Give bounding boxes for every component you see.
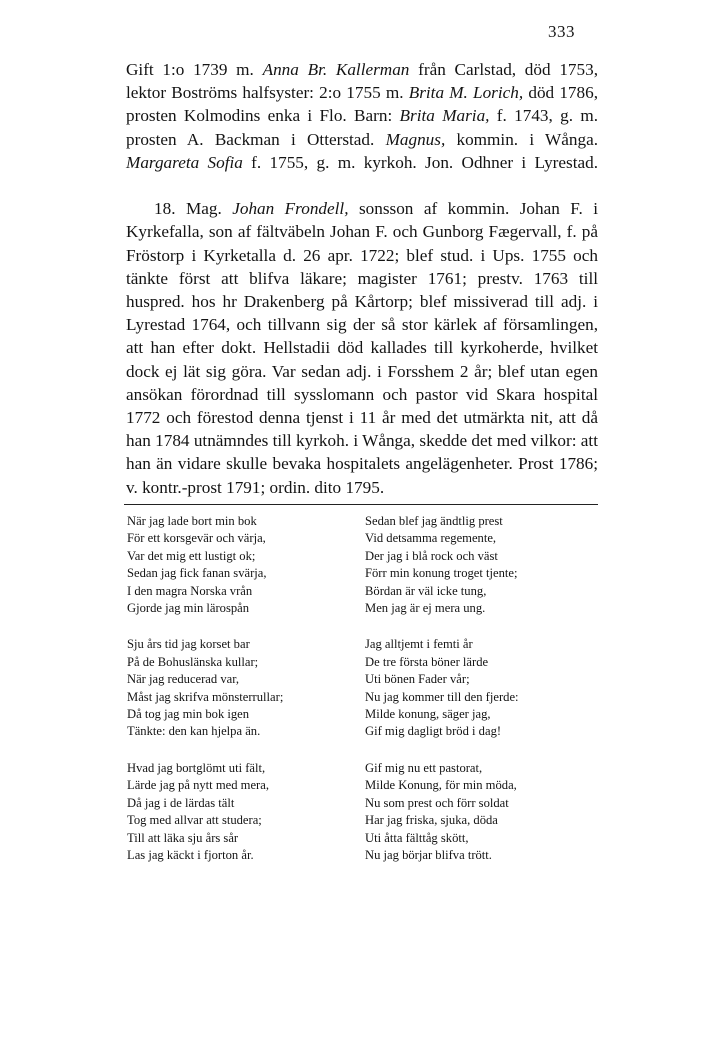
poem-line: Hvad jag bortglömt uti fält, [127,760,266,775]
text-run: från Carlstad, död 1753, lektor Boströms halfsyster: 2:o 1755 m. [126,60,598,103]
poem-line: Sedan jag fick fanan svärja, [127,566,267,581]
poem-line: Tänkte: den kan hjelpa än. [127,724,261,739]
poem-line: När jag reducerad var, [127,672,240,687]
text-run: 18. Mag. [154,199,233,219]
poem-line: Gif mig dagligt bröd i dag! [365,724,502,739]
poem-line: Milde Konung, för min möda, [365,778,517,793]
poem-line: Lärde jag på nytt med mera, [127,778,269,793]
text-run: kommin. i Wånga. [445,129,598,149]
poem-stanza [365,513,605,617]
body-text [126,58,598,499]
poem-stanza [365,636,605,740]
poem-line: Men jag är ej mera ung. [365,601,486,616]
poem-column-left [127,513,357,883]
poem-line: Milde konung, säger jag, [365,707,491,722]
italic-name: Margareta Sofia [126,152,243,172]
poem-line: Uti åtta fälttåg skött, [365,830,469,845]
text-run: sonsson af kommin. Johan F. i Kyrkefalla, son af fältväbeln Johan F. och Gunborg Fægervall, f. på Fröstorp i Kyrketalla d. 26 apr. 1722; blef stud. i Ups. 1755 och tänkte först att blifva läkare; magister 1761; prestv. 1763 till huspred. hos hr Drakenberg på Kårtorp; blef missiverad till adj. i Lyrestad 1764, och tillvann sig der så stor kärlek af församlingen, att han efter dokt. Hellstadii död kallades till kyrkoherde, hvilket dock ej lät sig göra. Var sedan adj. i Forsshem 2 år; blef utan egen ansökan förordnad till sysslomann och pastor vid Skara hospital 1772 och förestod denna tjenst i 11 år med det utmärkta nit, att då han 1784 utnämndes till kyrkoh. i Wånga, skedde det med vilkor: att han än vidare skulle bevaka hospitalets angelägenheter. Prost 1786; v. kontr.-prost 1791; ordin. dito 1795. [126,199,598,497]
paragraph-johan-frondell [126,197,598,499]
page-number: 333 [548,22,575,41]
poem-line: För ett korsgevär och värja, [127,531,266,546]
poem-line: Vid detsamma regemente, [365,531,497,546]
poem-line: Der jag i blå rock och väst [365,548,498,563]
poem-line: Då tog jag min bok igen [127,707,250,722]
poem-line: Var det mig ett lustigt ok; [127,548,256,563]
italic-name: Anna Br. Kallerman [262,60,410,79]
paragraph-marriage [126,58,598,197]
poem-line: Gjorde jag min lärospån [127,601,250,616]
poem-line: Bördan är väl icke tung, [365,583,487,598]
poem-line: Förr min konung troget tjente; [365,566,518,581]
italic-name: Johan Frondell, [232,199,349,219]
poem-line: Sedan blef jag ändtlig prest [365,514,503,528]
poem-line: Till att läka sju års sår [127,830,239,845]
section-divider [124,504,598,505]
text-run: död 1786, prosten Kolmodins enka i Flo. Barn: [126,83,598,126]
poem-line: På de Bohuslänska kullar; [127,654,259,669]
poem-line: Las jag käckt i fjorton år. [127,847,254,862]
poem-line: Sju års tid jag korset bar [127,637,250,652]
poem-line: Då jag i de lärdas tält [127,795,235,810]
poem-stanza [365,760,605,864]
italic-name: Brita Maria, [399,106,490,126]
poem-line: Har jag friska, sjuka, döda [365,813,498,828]
poem-line: De tre första böner lärde [365,654,489,669]
poem-stanza [127,636,357,740]
poem-stanza [127,513,357,617]
poem-line: Tog med allvar att studera; [127,813,262,828]
italic-name: Brita M. Lorich, [408,83,524,103]
poem-line: När jag lade bort min bok [127,514,257,528]
text-run: f. 1743, g. m. prosten A. Backman i Otterstad. [126,106,598,149]
italic-name: Magnus, [385,129,446,149]
poem-column-right [365,513,605,883]
poem-line: Jag alltjemt i femti år [365,637,473,652]
text-run: Gift 1:o 1739 m. [126,60,263,79]
poem-stanza [127,760,357,864]
poem-line: Måst jag skrifva mönsterrullar; [127,689,284,704]
poem-line: Nu jag börjar blifva trött. [365,847,492,862]
poem-line: Uti bönen Fader vår; [365,672,470,687]
text-run: f. 1755, g. m. kyrkoh. Jon. Odhner i Lyrestad. [242,152,598,172]
poem-line: Nu jag kommer till den fjerde: [365,689,519,704]
poem-line: Nu som prest och förr soldat [365,795,509,810]
poem-line: Gif mig nu ett pastorat, [365,760,483,775]
poem-line: I den magra Norska vrån [127,583,253,598]
